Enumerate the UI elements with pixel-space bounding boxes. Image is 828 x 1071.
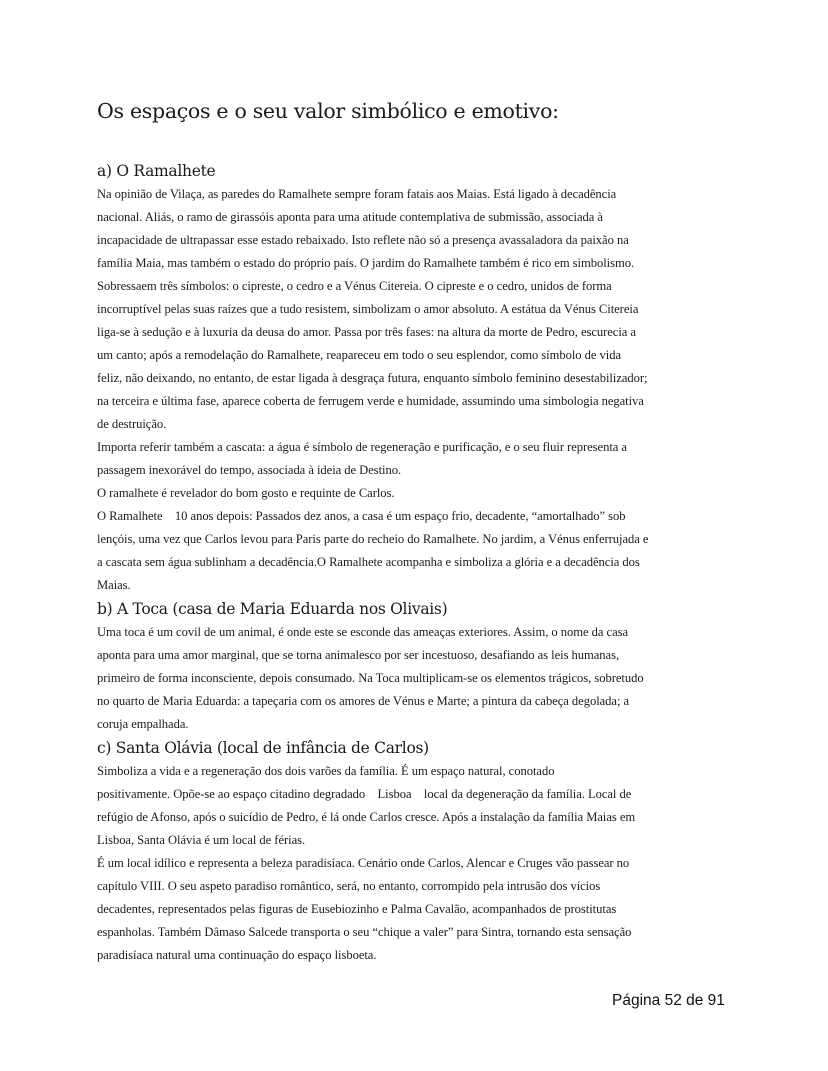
- document-body: [97, 160, 737, 967]
- text-line: O ramalhete é revelador do bom gosto e requinte de Carlos.: [97, 486, 395, 500]
- text-line: paradisíaca natural uma continuação do espaço lisboeta.: [97, 948, 377, 962]
- text-line: família Maia, mas também o estado do próprio país. O jardim do Ramalhete também é rico em simbolismo.: [97, 256, 635, 270]
- text-line: no quarto de Maria Eduarda: a tapeçaria com os amores de Vénus e Marte; a pintura da cabeça degolada; a: [97, 694, 630, 708]
- section-paragraph: [97, 621, 737, 736]
- text-line: espanholas. Também Dâmaso Salcede transporta o seu “chique a valer” para Sintra, tornando esta sensação: [97, 925, 632, 939]
- text-line: de destruição.: [97, 417, 167, 431]
- section-heading: b) A Toca (casa de Maria Eduarda nos Olivais): [97, 600, 448, 618]
- text-line: liga-se à sedução e à luxuria da deusa do amor. Passa por três fases: na altura da morte de Pedro, escurecia a: [97, 325, 636, 339]
- text-line: Lisboa, Santa Olávia é um local de férias.: [97, 833, 306, 847]
- text-line: feliz, não deixando, no entanto, de estar ligada à desgraça futura, enquanto símbolo feminino desestabilizador;: [97, 371, 648, 385]
- text-line: refúgio de Afonso, após o suicídio de Pedro, é lá onde Carlos cresce. Após a instalação da família Maias em: [97, 810, 636, 824]
- text-line: um canto; após a remodelação do Ramalhete, reapareceu em todo o seu esplendor, como símbolo de vida: [97, 348, 622, 362]
- text-line: O Ramalhete 10 anos depois: Passados dez anos, a casa é um espaço frio, decadente, “amortalhado” sob: [97, 509, 626, 523]
- page-number: Página 52 de 91: [612, 992, 725, 1009]
- text-line: Na opinião de Vilaça, as paredes do Ramalhete sempre foram fatais aos Maias. Está ligado à decadência: [97, 187, 617, 201]
- text-line: a cascata sem água sublinham a decadência.O Ramalhete acompanha e simboliza a glória e a decadência dos: [97, 555, 640, 569]
- text-line: Simboliza a vida e a regeneração dos dois varões da família. É um espaço natural, conotado: [97, 764, 555, 778]
- text-line: Importa referir também a cascata: a água é símbolo de regeneração e purificação, e o seu fluir representa a: [97, 440, 627, 454]
- text-line: É um local idílico e representa a beleza paradisíaca. Cenário onde Carlos, Alencar e Cruges vão passear no: [97, 856, 630, 870]
- text-line: nacional. Aliás, o ramo de girassóis aponta para uma atitude contemplativa de submissão, associada à: [97, 210, 603, 224]
- text-line: incapacidade de ultrapassar esse estado rebaixado. Isto reflete não só a presença avassaladora da paixão na: [97, 233, 629, 247]
- text-line: Uma toca é um covil de um animal, é onde este se esconde das ameaças exteriores. Assim, o nome da casa: [97, 625, 628, 639]
- text-line: Maias.: [97, 578, 131, 592]
- text-line: coruja empalhada.: [97, 717, 189, 731]
- section-toca: [97, 598, 737, 736]
- section-heading: a) O Ramalhete: [97, 162, 216, 180]
- section-paragraph: [97, 183, 737, 597]
- page-title: Os espaços e o seu valor simbólico e emotivo:: [97, 99, 559, 123]
- section-santa-olavia: [97, 737, 737, 967]
- text-line: Sobressaem três símbolos: o cipreste, o cedro e a Vénus Citereia. O cipreste e o cedro, unidos de forma: [97, 279, 612, 293]
- text-line: passagem inexorável do tempo, associada à ideia de Destino.: [97, 463, 402, 477]
- text-line: incorruptível pelas suas raízes que a tudo resistem, simbolizam o amor absoluto. A estátua da Vénus Citereia: [97, 302, 639, 316]
- section-heading: c) Santa Olávia (local de infância de Carlos): [97, 739, 429, 757]
- section-paragraph: [97, 760, 737, 967]
- text-line: positivamente. Opõe-se ao espaço citadino degradado Lisboa local da degeneração da família. Local de: [97, 787, 632, 801]
- text-line: decadentes, representados pelas figuras de Eusebiozinho e Palma Cavalão, acompanhados de prostitutas: [97, 902, 617, 916]
- text-line: aponta para uma amor marginal, que se torna animalesco por ser incestuoso, desafiando as leis humanas,: [97, 648, 620, 662]
- text-line: capítulo VIII. O seu aspeto paradiso romântico, será, no entanto, corrompido pela intrusão dos vícios: [97, 879, 601, 893]
- section-ramalhete: [97, 160, 737, 597]
- text-line: na terceira e última fase, aparece coberta de ferrugem verde e humidade, assumindo uma simbologia negativa: [97, 394, 644, 408]
- text-line: lençóis, uma vez que Carlos levou para Paris parte do recheio do Ramalhete. No jardim, a Vénus enferrujada e: [97, 532, 649, 546]
- text-line: primeiro de forma inconsciente, depois consumado. Na Toca multiplicam-se os elementos trágicos, sobretudo: [97, 671, 644, 685]
